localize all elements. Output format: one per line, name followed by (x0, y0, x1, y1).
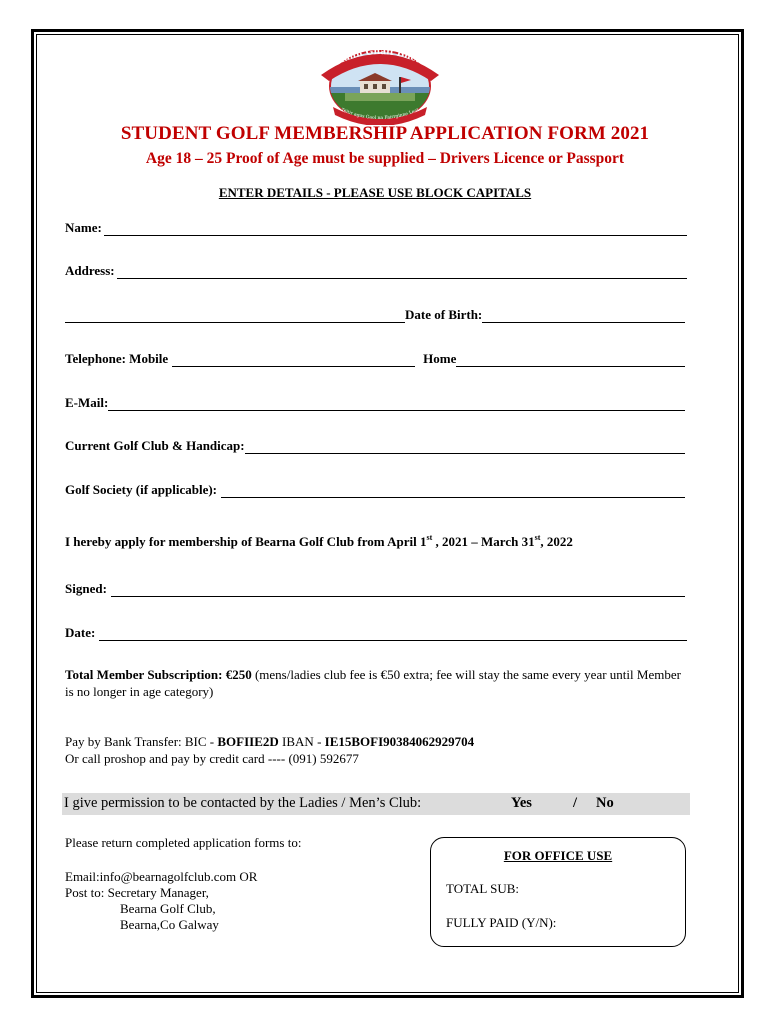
signed-row (65, 579, 685, 597)
society-label: Golf Society (if applicable): (65, 482, 218, 497)
club-handicap-row (65, 436, 685, 454)
dob-field[interactable] (482, 309, 685, 323)
payment-info: Pay by Bank Transfer: BIC - BOFIIE2D IBAN - IE15BOFI90384062929704 Or call proshop and pay by credit card ---- (091) 592677 (65, 734, 475, 766)
society-field[interactable] (221, 484, 685, 498)
signed-label: Signed: (65, 581, 107, 596)
address-line-2-field[interactable] (65, 309, 405, 323)
logo-bottom-text: Téitir agus Gaol na Fairrginne Leat (340, 107, 420, 122)
permission-no-option[interactable]: No (596, 795, 614, 811)
return-post: Post to: Secretary Manager, (65, 885, 209, 900)
subscription-label: Total Member Subscription: €250 (65, 667, 252, 682)
form-instruction: ENTER DETAILS - PLEASE USE BLOCK CAPITALS (218, 185, 532, 200)
permission-yes-option[interactable]: Yes (511, 795, 532, 811)
date-row (65, 623, 687, 641)
total-sub-label: TOTAL SUB: (446, 881, 519, 896)
return-address-1: Bearna Golf Club, (120, 901, 216, 916)
fully-paid-label: FULLY PAID (Y/N): (446, 915, 557, 930)
telephone-row (65, 349, 685, 367)
email-label: E-Mail: (65, 395, 109, 410)
club-handicap-label: Current Golf Club & Handicap: (65, 438, 245, 453)
address-dob-row (65, 305, 685, 323)
form-subtitle: Age 18 – 25 Proof of Age must be supplied – Drivers Licence or Passport (145, 150, 625, 167)
phone-payment-line: Or call proshop and pay by credit card ---- (091) 592677 (65, 751, 359, 766)
permission-separator: / (573, 795, 578, 811)
mobile-field[interactable] (172, 353, 415, 367)
club-handicap-field[interactable] (245, 440, 685, 454)
name-field[interactable] (104, 222, 687, 236)
bic-code: BOFIIE2D (217, 734, 279, 749)
return-email: Email:info@bearnagolfclub.com OR (65, 869, 258, 884)
address-row (65, 261, 687, 279)
email-row (65, 393, 685, 411)
logo-top-text: Cumann Ghalf Bhearna (320, 46, 440, 75)
mobile-label: Telephone: Mobile (65, 351, 169, 366)
contact-permission-bar (62, 793, 690, 815)
address-field[interactable] (117, 265, 687, 279)
subscription-note: (mens/ladies club fee is €50 extra; fee will stay the same every year until Member is no longer in age category) (65, 667, 681, 699)
date-field[interactable] (99, 627, 687, 641)
home-label: Home (423, 351, 457, 366)
return-address-2: Bearna,Co Galway (120, 917, 219, 932)
form-title: STUDENT GOLF MEMBERSHIP APPLICATION FORM 2021 (120, 123, 650, 144)
application-statement: I hereby apply for membership of Bearna Golf Club from April 1st , 2021 – March 31st, 2022 (65, 533, 573, 549)
society-row (65, 480, 685, 498)
office-use-box (430, 837, 686, 947)
name-label: Name: (65, 220, 102, 235)
name-row (65, 218, 687, 236)
email-field[interactable] (108, 397, 685, 411)
return-contact (65, 869, 257, 933)
address-label: Address: (65, 263, 115, 278)
office-use-heading: FOR OFFICE USE (503, 848, 613, 863)
dob-label: Date of Birth: (405, 307, 483, 322)
iban-code: IE15BOFI90384062929704 (324, 734, 475, 749)
signature-field[interactable] (111, 583, 685, 597)
date-label: Date: (65, 625, 96, 640)
return-instruction: Please return completed application forms to: (65, 835, 302, 850)
permission-text: I give permission to be contacted by the Ladies / Men’s Club: (64, 795, 422, 811)
club-logo (315, 43, 445, 125)
home-field[interactable] (456, 353, 685, 367)
subscription-info (65, 666, 690, 700)
